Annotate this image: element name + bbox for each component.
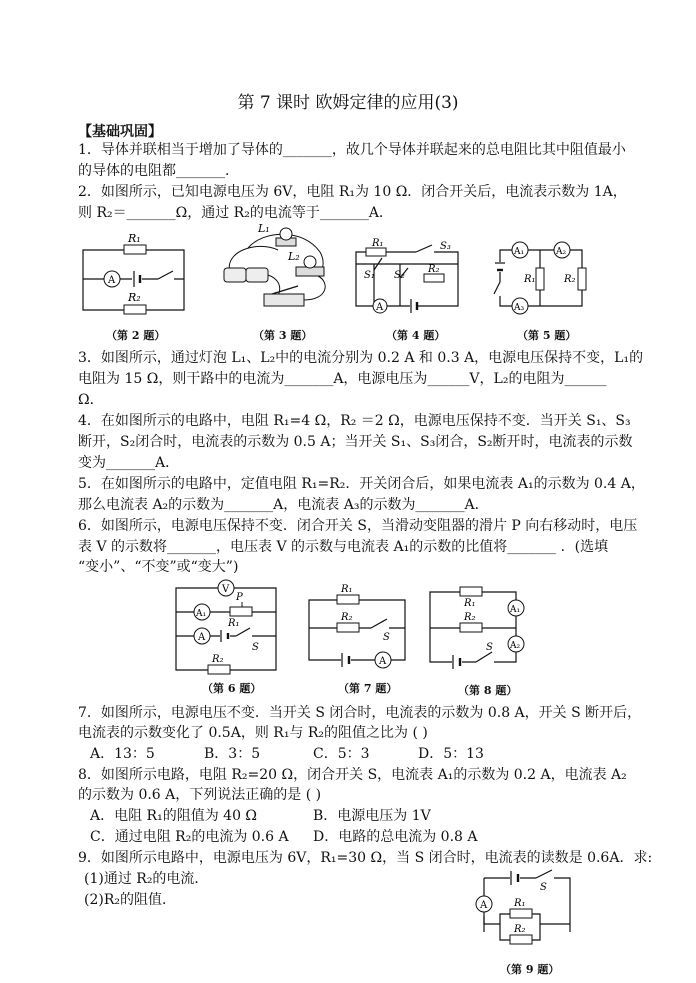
figure-2-circuit xyxy=(80,230,190,315)
question-3-line-3: Ω． xyxy=(78,392,104,408)
s1-label: S₁ xyxy=(364,270,375,281)
ammeter-label: A xyxy=(108,275,116,286)
l2-label: L₂ xyxy=(288,250,300,263)
caption-figure-6: （第 6 题） xyxy=(202,682,262,695)
q8-option-c: C．通过电阻 R₂的电流为 0.6 A xyxy=(90,829,289,845)
question-7-line-2: 电流表的示数变化了 0.5A，则 R₁与 R₂的阻值之比为 ( ) xyxy=(78,725,428,741)
figure-7-circuit xyxy=(305,584,410,668)
r1-label: R₁ xyxy=(514,898,526,909)
a2-label: A₂ xyxy=(556,247,567,257)
s-label: S xyxy=(540,882,547,893)
resistor-r2 xyxy=(208,665,230,674)
r1-label: R₁ xyxy=(464,598,476,609)
r1-label: R₁ xyxy=(128,232,141,245)
figure-6-circuit xyxy=(172,578,284,673)
question-9-line-1: 9．如图所示电路中，电源电压为 6V，R₁=30 Ω，当 S 闭合时，电流表的读数是 0.6A．求: xyxy=(78,850,653,866)
resistor-r1 xyxy=(366,248,386,256)
resistor-r2 xyxy=(124,305,146,314)
switch-s3 xyxy=(416,245,432,252)
rheostat xyxy=(230,607,252,616)
resistor-r1 xyxy=(124,245,146,254)
switch-knife xyxy=(272,286,298,294)
voltmeter-label: V xyxy=(222,584,230,595)
question-8-line-2: 的示数为 0.6 A，下列说法正确的是 ( ) xyxy=(78,787,322,803)
caption-figure-2: （第 2 题） xyxy=(106,329,166,342)
p-label: P xyxy=(236,592,243,603)
bulb-l2 xyxy=(304,256,316,268)
r2-label: R₂ xyxy=(564,274,576,285)
r1-label: R₁ xyxy=(524,274,536,285)
question-4-line-2: 断开，S₂闭合时，电流表的示数为 0.5 A；当开关 S₁、S₃闭合，S₂断开时，电流表的示数 xyxy=(78,434,633,450)
q7-option-b: B．3：5 xyxy=(204,746,261,762)
r1-label: R₁ xyxy=(341,584,353,595)
page-title: 第 7 课时 欧姆定律的应用(3) xyxy=(237,93,459,113)
battery-2 xyxy=(246,268,268,282)
a1-label: A₁ xyxy=(514,247,525,257)
ammeter-label: A xyxy=(376,302,384,313)
question-5-line-2: 那么电流表 A₂的示数为_______A，电流表 A₃的示数为_______A． xyxy=(78,497,489,513)
caption-figure-7: （第 7 题） xyxy=(338,682,398,695)
question-6-line-2: 表 V 的示数将_______，电压表 V 的示数与电流表 A₁的示数的比值将_______ ．(选填 xyxy=(78,539,609,555)
switch-base xyxy=(264,294,304,306)
resistor-r1 xyxy=(460,587,482,596)
battery-1 xyxy=(224,268,246,282)
question-6-line-1: 6．如图所示，电源电压保持不变．闭合开关 S，当滑动变阻器的滑片 P 向右移动时，电压 xyxy=(78,518,638,534)
question-9-line-2: (1)通过 R₂的电流． xyxy=(84,871,209,887)
ammeter-label: A xyxy=(198,632,206,643)
s-label: S xyxy=(486,642,493,653)
r2-label: R₂ xyxy=(128,291,141,304)
l1-label: L₁ xyxy=(258,222,270,235)
s-label: S xyxy=(383,632,390,643)
resistor-r2 xyxy=(424,274,444,282)
q8-option-b: B．电源电压为 1V xyxy=(313,808,431,824)
figure-4-circuit xyxy=(354,240,464,320)
question-2-line-2: 则 R₂＝_______Ω，通过 R₂的电流等于_______A． xyxy=(78,205,393,221)
section-heading: 【基础巩固】 xyxy=(78,124,162,140)
s3-label: S₃ xyxy=(440,241,451,252)
resistor-r1 xyxy=(337,595,359,604)
question-1-line-1: 1．导体并联相当于增加了导体的_______，故几个导体并联起来的总电阻比其中阻值最小 xyxy=(78,142,626,158)
resistor-r2 xyxy=(337,623,359,632)
figure-3-apparatus xyxy=(218,222,343,317)
q7-option-d: D．5：13 xyxy=(418,746,484,762)
caption-figure-8: （第 8 题） xyxy=(458,684,518,697)
question-5-line-1: 5．在如图所示的电路中，定值电阻 R₁=R₂．开关闭合后，如果电流表 A₁的示数为 0.4 A， xyxy=(78,476,645,492)
a1-label: A₁ xyxy=(196,609,207,619)
r2-label: R₂ xyxy=(212,654,224,665)
question-4-line-1: 4．在如图所示的电路中，电阻 R₁=4 Ω，R₂ ＝2 Ω，电源电压保持不变．当开关 S₁、S₃ xyxy=(78,413,631,429)
question-7-line-1: 7．如图所示，电源电压不变．当开关 S 闭合时，电流表的示数为 0.8 A，开关 S 断开后， xyxy=(78,705,642,721)
question-8-line-1: 8．如图所示电路，电阻 R₂=20 Ω，闭合开关 S，电流表 A₁的示数为 0.2 A，电流表 A₂ xyxy=(78,767,627,783)
resistor-r2 xyxy=(460,623,482,632)
a3-label: A₃ xyxy=(514,303,525,313)
question-9-line-3: (2)R₂的阻值． xyxy=(84,892,176,908)
resistor-r1 xyxy=(510,909,532,918)
figure-8-circuit xyxy=(426,584,536,669)
question-4-line-3: 变为_______A． xyxy=(78,455,180,471)
r2-label: R₂ xyxy=(514,924,526,935)
a1-label: A₁ xyxy=(510,605,521,615)
q7-option-a: A．13：5 xyxy=(90,746,155,762)
figure-9-circuit xyxy=(470,868,580,950)
r2-label: R₂ xyxy=(464,612,476,623)
q8-option-a: A．电阻 R₁的阻值为 40 Ω xyxy=(90,808,258,824)
ammeter-label: A xyxy=(379,656,387,667)
resistor-r2 xyxy=(578,268,586,290)
caption-figure-5: （第 5 题） xyxy=(517,329,577,342)
question-3-line-1: 3．如图所示，通过灯泡 L₁、L₂中的电流分别为 0.2 A 和 0.3 A，电源电压保持不变，L₁的 xyxy=(78,350,644,366)
resistor-r1 xyxy=(536,268,544,290)
s-label: S xyxy=(252,642,259,653)
q7-option-c: C．5：3 xyxy=(313,746,370,762)
resistor-r2 xyxy=(510,935,532,944)
r2-label: R₂ xyxy=(341,612,353,623)
caption-figure-9: （第 9 题） xyxy=(500,963,560,976)
caption-figure-4: （第 4 题） xyxy=(386,329,446,342)
question-1-line-2: 的导体的电阻都_______. xyxy=(78,163,230,179)
bulb-l1 xyxy=(280,228,292,240)
question-3-line-2: 电阻为 15 Ω，则干路中的电流为_______A，电源电压为______V，L₂的电阻为______ xyxy=(78,371,607,387)
q8-option-d: D．电路的总电流为 0.8 A xyxy=(313,829,478,845)
r1-label: R₁ xyxy=(228,618,240,629)
r2-label: R₂ xyxy=(428,264,440,275)
a2-label: A₂ xyxy=(510,641,521,651)
s2-label: S₂ xyxy=(394,270,405,281)
caption-figure-3: （第 3 题） xyxy=(253,329,313,342)
r1-label: R₁ xyxy=(372,238,384,249)
question-6-line-3: “变小”、“不变”或“变大”) xyxy=(78,559,239,575)
figure-5-circuit xyxy=(492,236,587,318)
question-2-line-1: 2．如图所示，已知电源电压为 6V，电阻 R₁为 10 Ω．闭合开关后，电流表示数为 1A， xyxy=(78,184,627,200)
ammeter-label: A xyxy=(480,900,488,911)
